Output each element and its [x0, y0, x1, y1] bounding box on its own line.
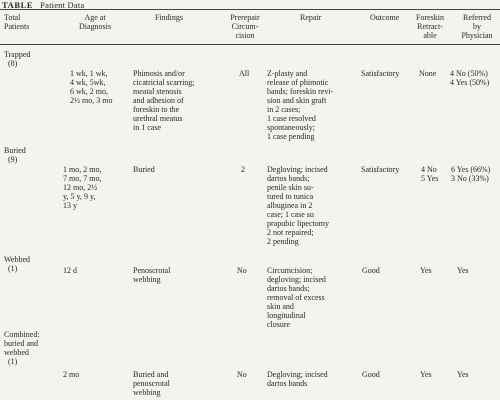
- cell-line: skin and: [267, 302, 294, 311]
- cell-line: (1): [8, 264, 18, 273]
- header-repair: Repair: [300, 13, 322, 22]
- cell-line: Penoscrotal: [133, 266, 171, 275]
- header-text: Prerepair: [230, 13, 260, 22]
- header-text: Retract-: [417, 22, 443, 31]
- cell-group: [4, 50, 30, 68]
- cell-group: [4, 146, 26, 164]
- header-referred: [454, 13, 500, 40]
- cell-line: albuginea in 2: [267, 201, 313, 210]
- header-findings: Findings: [155, 13, 184, 22]
- cell-line: 4 wk, 5wk,: [70, 78, 106, 87]
- header-age: [60, 13, 130, 31]
- cell-foreskin: [420, 370, 432, 379]
- cell-line: case; 1 case su: [267, 210, 314, 219]
- cell-foreskin: [420, 266, 432, 275]
- cell-prerepair: 2: [241, 165, 245, 174]
- cell-line: sion and skin graft: [267, 96, 327, 105]
- cell-findings: [133, 69, 195, 132]
- cell-line: release of phimotic: [267, 78, 329, 87]
- cell-referred: [457, 370, 469, 379]
- cell-line: 1 mo, 2 mo,: [63, 165, 102, 174]
- header-text: Total: [4, 13, 21, 22]
- cell-line: cicatricial scarring;: [133, 78, 195, 87]
- header-text: Patients: [4, 22, 30, 31]
- cell-age: [63, 370, 79, 379]
- cell-line: None: [419, 69, 437, 78]
- cell-line: 6 Yes (66%): [451, 165, 491, 174]
- header-text: Circum-: [231, 22, 259, 31]
- header-text: cision: [235, 31, 255, 40]
- cell-line: meatal stenosis: [133, 87, 182, 96]
- cell-line: Z-plasty and: [267, 69, 308, 78]
- cell-line: Combined:: [4, 330, 40, 339]
- cell-line: in 1 case: [133, 123, 161, 132]
- header-text: Age at: [84, 13, 106, 22]
- cell-line: 2 not repaired;: [267, 228, 314, 237]
- cell-line: urethral meatus: [133, 114, 183, 123]
- cell-line: 12 mo, 2½: [63, 183, 98, 192]
- cell-prerepair: No: [237, 370, 247, 379]
- cell-line: prapubic lipectomy: [267, 219, 329, 228]
- cell-line: dartos bands: [267, 379, 308, 388]
- cell-line: Circumcision;: [267, 266, 313, 275]
- cell-line: 13 y: [63, 201, 77, 210]
- table-label: TABLE: [2, 0, 34, 10]
- cell-line: webbed: [4, 348, 29, 357]
- cell-line: dartos bands;: [267, 284, 310, 293]
- cell-line: webbing: [133, 275, 161, 284]
- cell-line: Phimosis and/or: [133, 69, 185, 78]
- cell-repair: [267, 370, 328, 388]
- cell-line: (8): [8, 59, 18, 68]
- cell-line: Trapped: [4, 50, 31, 59]
- cell-line: webbing: [133, 388, 161, 397]
- cell-line: 3 No (33%): [451, 174, 489, 183]
- header-text: able: [423, 31, 437, 40]
- cell-line: 1 case resolved: [267, 114, 316, 123]
- cell-age: [70, 69, 112, 105]
- cell-repair: [267, 165, 329, 246]
- header-text: Referred: [463, 13, 491, 22]
- cell-line: penoscrotal: [133, 379, 170, 388]
- cell-line: foreskin to the: [133, 105, 180, 114]
- cell-line: Yes: [420, 370, 432, 379]
- cell-line: dartos bands;: [267, 174, 310, 183]
- cell-referred: [457, 266, 469, 275]
- cell-line: tured to tunica: [267, 192, 314, 201]
- cell-line: 5 Yes: [421, 174, 439, 183]
- cell-line: Buried: [4, 146, 26, 155]
- cell-outcome: Good: [362, 266, 380, 275]
- cell-line: removal of excess: [267, 293, 325, 302]
- cell-line: closure: [267, 320, 291, 329]
- top-rule: [0, 9, 500, 10]
- cell-line: 4 No (50%): [450, 69, 488, 78]
- cell-age: [63, 165, 101, 210]
- cell-line: y, 5 y, 9 y,: [63, 192, 96, 201]
- cell-foreskin: [419, 69, 436, 78]
- cell-prerepair: All: [239, 69, 250, 78]
- cell-outcome: Satisfactory: [361, 165, 400, 174]
- cell-line: (1): [8, 357, 18, 366]
- header-prerepair: [225, 13, 265, 40]
- header-text: Diagnosis: [79, 22, 111, 31]
- cell-line: 2 pending: [267, 237, 299, 246]
- cell-outcome: Satisfactory: [361, 69, 400, 78]
- cell-line: degloving; incised: [267, 275, 326, 284]
- cell-findings: [133, 266, 170, 284]
- cell-line: 4 Yes (50%): [450, 78, 490, 87]
- cell-line: 1 wk, 1 wk,: [70, 69, 108, 78]
- cell-prerepair: No: [237, 266, 247, 275]
- cell-line: Webbed: [4, 255, 31, 264]
- cell-line: Degloving; incised: [267, 370, 328, 379]
- header-rule: [0, 44, 500, 45]
- cell-line: Buried and: [133, 370, 169, 379]
- cell-findings: [133, 165, 155, 174]
- cell-repair: [267, 69, 333, 141]
- cell-line: Degloving; incised: [267, 165, 328, 174]
- cell-referred: [450, 69, 489, 87]
- cell-group: [4, 330, 40, 366]
- cell-line: (9): [8, 155, 18, 164]
- cell-line: 7 mo, 7 mo,: [63, 174, 102, 183]
- header-text: by: [473, 22, 481, 31]
- cell-line: 2½ mo, 3 mo: [70, 96, 113, 105]
- cell-findings: [133, 370, 170, 397]
- cell-line: 6 wk, 2 mo,: [70, 87, 108, 96]
- cell-line: and adhesion of: [133, 96, 184, 105]
- cell-line: Yes: [457, 266, 469, 275]
- cell-line: spontaneously;: [267, 123, 315, 132]
- cell-age: [63, 266, 77, 275]
- cell-referred: [451, 165, 490, 183]
- table-title: Patient Data: [40, 0, 85, 10]
- cell-line: Yes: [420, 266, 432, 275]
- cell-line: Yes: [457, 370, 469, 379]
- cell-line: bands; foreskin revi-: [267, 87, 334, 96]
- header-foreskin: [410, 13, 450, 40]
- cell-line: 1 case pending: [267, 132, 315, 141]
- cell-line: Buried: [133, 165, 155, 174]
- cell-outcome: Good: [362, 370, 380, 379]
- header-total-patients: [4, 13, 29, 31]
- cell-line: buried and: [4, 339, 38, 348]
- cell-line: penile skin su-: [267, 183, 314, 192]
- cell-line: 2 mo: [63, 370, 80, 379]
- header-outcome: Outcome: [370, 13, 400, 22]
- header-text: Physician: [461, 31, 493, 40]
- header-text: Foreskin: [416, 13, 444, 22]
- cell-repair: [267, 266, 326, 329]
- cell-foreskin: [421, 165, 438, 183]
- cell-line: 12 d: [63, 266, 77, 275]
- cell-line: in 2 cases;: [267, 105, 301, 114]
- cell-group: [4, 255, 30, 273]
- cell-line: 4 No: [421, 165, 437, 174]
- cell-line: longitudinal: [267, 311, 306, 320]
